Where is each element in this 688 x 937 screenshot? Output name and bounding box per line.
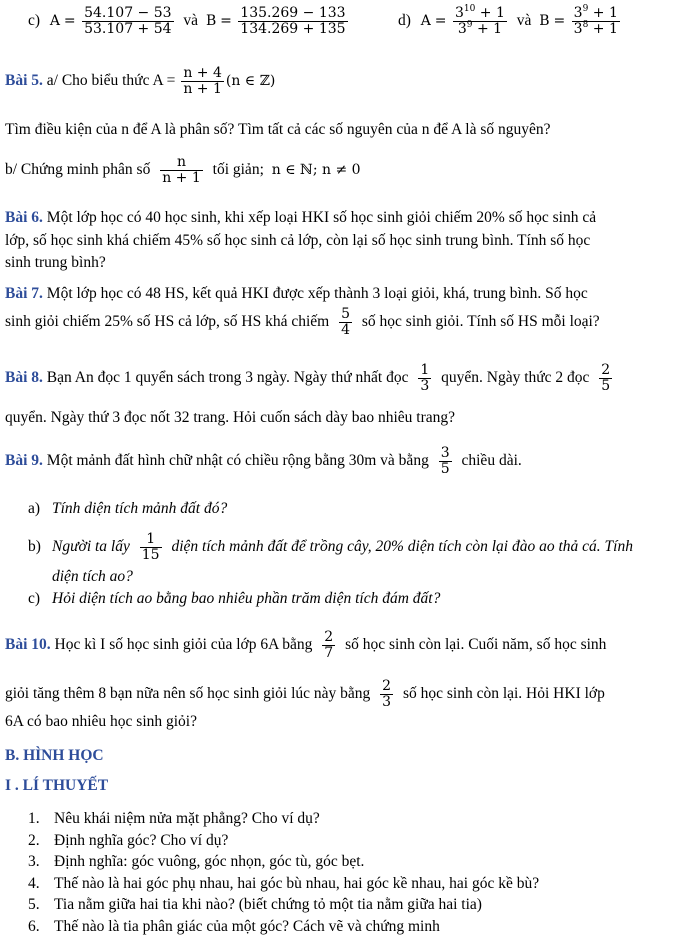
item-label: c) <box>28 11 41 29</box>
exercise-5-question-a: Tìm điều kiện của n để A là phân số? Tìm tất cả các số nguyên của n để A là số nguyên? <box>5 121 551 138</box>
exercise-5-intro: Bài 5. a/ Cho biểu thức A = $\frac{n + 4}{n + 1}$ (n ∈ ℤ) <box>5 65 276 97</box>
fraction: $\frac{2}{5}$ <box>601 362 611 394</box>
var-b: B <box>539 12 550 29</box>
fraction-a: $\frac{3^{10} + 1}{3^9 + 1}$ <box>454 4 505 37</box>
exercise-label: Bài 5. <box>5 71 43 89</box>
exercise-c: c) A = $\frac{54.107 - 53}{53.107 + 54}$ và B = $\frac{135.269 - 133}{134.269 + 135}$ <box>28 5 346 37</box>
exercise-9-line1: Bài 9. Một mảnh đất hình chữ nhật có chiều rộng bằng 30m và bằng $\frac{3}{5}$ chiều dài. <box>5 445 522 477</box>
condition: (n ∈ ℤ) <box>225 72 276 89</box>
var-a: A <box>420 12 431 29</box>
exercise-label: Bài 8. <box>5 368 43 386</box>
list-item: 3. Định nghĩa: góc vuông, góc nhọn, góc tù, góc bẹt. <box>28 853 365 870</box>
exercise-d: d) A = $\frac{3^{10} + 1}{3^9 + 1}$ và B = $\frac{3^9 + 1}{3^8 + 1}$ <box>398 4 618 37</box>
and-word: và <box>183 11 199 29</box>
exercise-6-line3: sinh trung bình? <box>5 254 106 271</box>
fraction: $\frac{2}{3}$ <box>382 678 392 710</box>
fraction: $\frac{1}{15}$ <box>141 531 160 563</box>
exercise-10-line2: giỏi tăng thêm 8 bạn nữa nên số học sinh giỏi lúc này bằng $\frac{2}{3}$ số học sinh còn lại. Hỏi HKI lớp <box>5 678 605 710</box>
fraction-a: $\frac{54.107 - 53}{53.107 + 54}$ <box>84 5 172 37</box>
exercise-8-line1: Bài 8. Bạn An đọc 1 quyển sách trong 3 ngày. Ngày thứ nhất đọc $\frac{1}{3}$ quyển. Ngày thức 2 đọc $\frac{2}{5}$ <box>5 362 611 394</box>
fraction: $\frac{2}{7}$ <box>324 629 334 661</box>
var-a: A <box>49 12 61 29</box>
exercise-label: Bài 6. <box>5 209 43 226</box>
section-heading-theory: I . LÍ THUYẾT <box>5 777 109 794</box>
var-b: B <box>205 12 217 29</box>
exercise-9-part-b-line2: diện tích ao? <box>52 568 133 585</box>
exercise-label: Bài 10. <box>5 635 51 653</box>
list-item: 1. Nêu khái niệm nửa mặt phẳng? Cho ví dụ? <box>28 810 320 827</box>
exercise-label: Bài 9. <box>5 451 43 469</box>
exercise-6-line1: Bài 6. Một lớp học có 40 học sinh, khi xếp loại HKI số học sinh giỏi chiếm 20% số học sinh cả <box>5 209 597 226</box>
section-heading-geometry: B. HÌNH HỌC <box>5 747 104 764</box>
exercise-7-line2: sinh giỏi chiếm 25% số HS cả lớp, số HS khá chiếm $\frac{5}{4}$ số học sinh giỏi. Tính số HS mỗi loại? <box>5 306 600 338</box>
exercise-7-line1: Bài 7. Một lớp học có 48 HS, kết quả HKI được xếp thành 3 loại giỏi, khá, trung bình. Số học <box>5 285 588 302</box>
exercise-9-part-b: b) Người ta lấy $\frac{1}{15}$ diện tích mảnh đất để trồng cây, 20% diện tích còn lại đào ao thả cá. Tính <box>28 531 633 563</box>
fraction-b: $\frac{135.269 - 133}{134.269 + 135}$ <box>240 5 346 37</box>
condition: n ∈ ℕ; n ≠ 0 <box>271 161 361 178</box>
fraction: $\frac{n}{n + 1}$ <box>162 154 201 186</box>
list-item: 5. Tia nằm giữa hai tia khi nào? (biết chứng tỏ một tia nằm giữa hai tia) <box>28 896 482 913</box>
list-item: 6. Thế nào là tia phân giác của một góc? Cách vẽ và chứng minh <box>28 917 440 935</box>
and-word: và <box>516 11 532 29</box>
exercise-10-line3: 6A có bao nhiêu học sinh giỏi? <box>5 713 197 730</box>
exercise-9-part-a: a) Tính diện tích mảnh đất đó? <box>28 500 228 517</box>
exercise-5-question-b: b/ Chứng minh phân số $\frac{n}{n + 1}$ tối giản; n ∈ ℕ; n ≠ 0 <box>5 154 361 186</box>
list-item: 2. Định nghĩa góc? Cho ví dụ? <box>28 831 229 849</box>
exercise-9-part-c: c) Hỏi diện tích ao bằng bao nhiêu phần trăm diện tích đám đất? <box>28 590 441 607</box>
exercise-8-line2: quyển. Ngày thứ 3 đọc nốt 32 trang. Hỏi cuốn sách dày bao nhiêu trang? <box>5 409 456 426</box>
item-label: d) <box>398 11 411 29</box>
fraction: $\frac{n + 4}{n + 1}$ <box>183 65 222 97</box>
fraction: $\frac{3}{5}$ <box>440 445 450 477</box>
fraction: $\frac{5}{4}$ <box>341 306 350 338</box>
fraction: $\frac{1}{3}$ <box>420 362 430 394</box>
theory-list <box>28 808 539 937</box>
fraction-b: $\frac{3^9 + 1}{3^8 + 1}$ <box>573 4 618 37</box>
exercise-label: Bài 7. <box>5 285 43 302</box>
exercise-6-line2: lớp, số học sinh khá chiếm 45% số học sinh cả lớp, còn lại số học sinh trung bình. Tính số học <box>5 232 591 249</box>
list-item: 4. Thế nào là hai góc phụ nhau, hai góc bù nhau, hai góc kề nhau, hai góc kề bù? <box>28 874 540 892</box>
exercise-10-line1: Bài 10. Học kì I số học sinh giỏi của lớp 6A bằng $\frac{2}{7}$ số học sinh còn lại. Cuối năm, số học sinh <box>5 629 607 661</box>
